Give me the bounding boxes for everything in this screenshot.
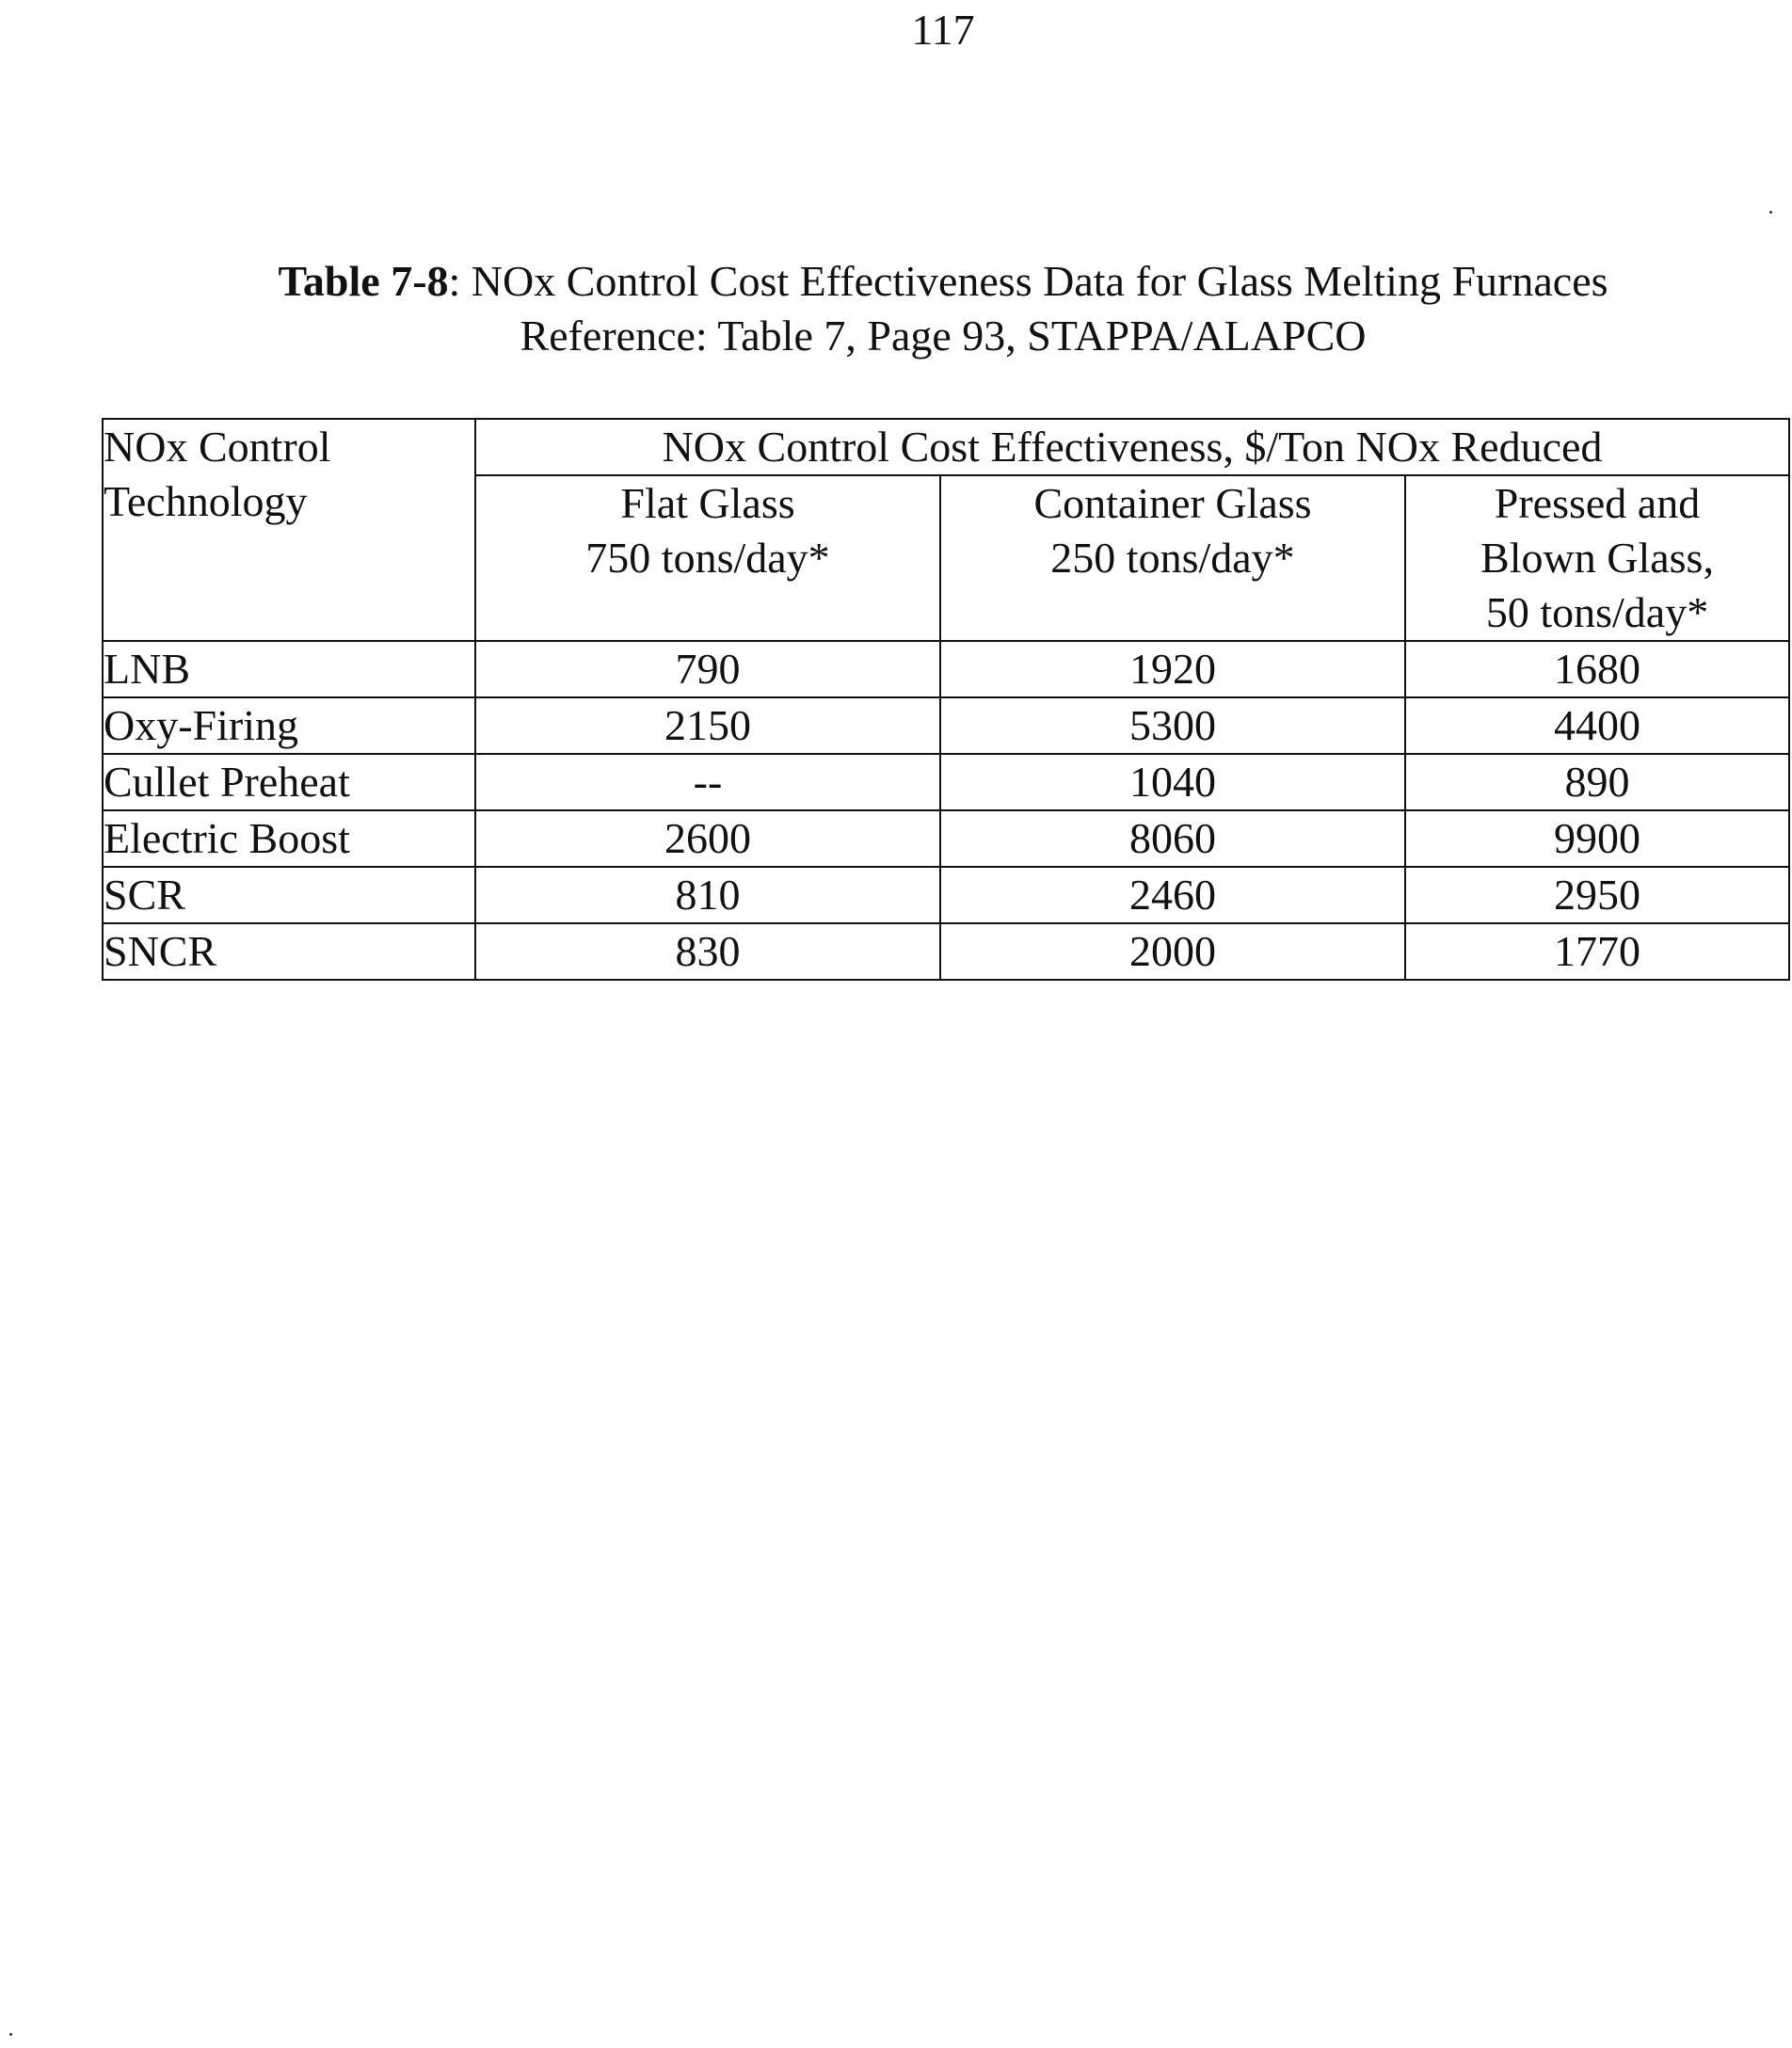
scan-speck bbox=[9, 2033, 12, 2036]
technology-cell: SCR bbox=[103, 867, 475, 923]
page-number: 117 bbox=[911, 6, 975, 54]
value-cell: 1040 bbox=[940, 754, 1405, 810]
value-cell: 1680 bbox=[1405, 641, 1789, 697]
caption-title-line bbox=[0, 254, 1792, 309]
header-line: 50 tons/day* bbox=[1485, 588, 1709, 636]
value-cell: 890 bbox=[1405, 754, 1789, 810]
cost-effectiveness-header: NOx Control Cost Effectiveness, $/Ton NOx Reduced bbox=[475, 419, 1789, 475]
header-line: 750 tons/day* bbox=[585, 534, 830, 582]
technology-cell: Cullet Preheat bbox=[103, 754, 475, 810]
value-cell: 4400 bbox=[1405, 697, 1789, 754]
table-row bbox=[103, 697, 1789, 754]
caption-label: Table 7-8 bbox=[278, 257, 449, 305]
value-cell: 2150 bbox=[475, 697, 940, 754]
value-cell: 8060 bbox=[940, 810, 1405, 867]
value-cell: 1770 bbox=[1405, 923, 1789, 980]
header-row bbox=[103, 419, 1789, 475]
scan-speck bbox=[1769, 211, 1772, 214]
table-row bbox=[103, 867, 1789, 923]
caption-title: : NOx Control Cost Effectiveness Data for Glass Melting Furnaces bbox=[448, 257, 1608, 305]
value-cell: 9900 bbox=[1405, 810, 1789, 867]
container-glass-header bbox=[940, 475, 1405, 641]
technology-cell: Electric Boost bbox=[103, 810, 475, 867]
technology-cell: LNB bbox=[103, 641, 475, 697]
value-cell: -- bbox=[475, 754, 940, 810]
value-cell: 5300 bbox=[940, 697, 1405, 754]
technology-cell: Oxy-Firing bbox=[103, 697, 475, 754]
table-caption bbox=[0, 254, 1792, 363]
technology-column-header bbox=[103, 419, 475, 641]
table-row bbox=[103, 923, 1789, 980]
caption-reference: Reference: Table 7, Page 93, STAPPA/ALAPCO bbox=[520, 312, 1367, 360]
table-row bbox=[103, 641, 1789, 697]
pressed-blown-glass-header bbox=[1405, 475, 1789, 641]
table-row bbox=[103, 754, 1789, 810]
value-cell: 2460 bbox=[940, 867, 1405, 923]
header-line: Pressed and bbox=[1494, 479, 1701, 527]
header-line: Blown Glass, bbox=[1480, 534, 1714, 582]
value-cell: 810 bbox=[475, 867, 940, 923]
header-line: Flat Glass bbox=[620, 479, 795, 527]
value-cell: 1920 bbox=[940, 641, 1405, 697]
table-row bbox=[103, 810, 1789, 867]
technology-cell: SNCR bbox=[103, 923, 475, 980]
value-cell: 830 bbox=[475, 923, 940, 980]
value-cell: 2950 bbox=[1405, 867, 1789, 923]
header-line: NOx Control bbox=[104, 423, 331, 471]
flat-glass-header bbox=[475, 475, 940, 641]
header-line: 250 tons/day* bbox=[1050, 534, 1295, 582]
value-cell: 790 bbox=[475, 641, 940, 697]
value-cell: 2000 bbox=[940, 923, 1405, 980]
header-line: Container Glass bbox=[1033, 479, 1312, 527]
value-cell: 2600 bbox=[475, 810, 940, 867]
header-line: Technology bbox=[104, 477, 308, 525]
cost-effectiveness-table bbox=[102, 418, 1790, 981]
